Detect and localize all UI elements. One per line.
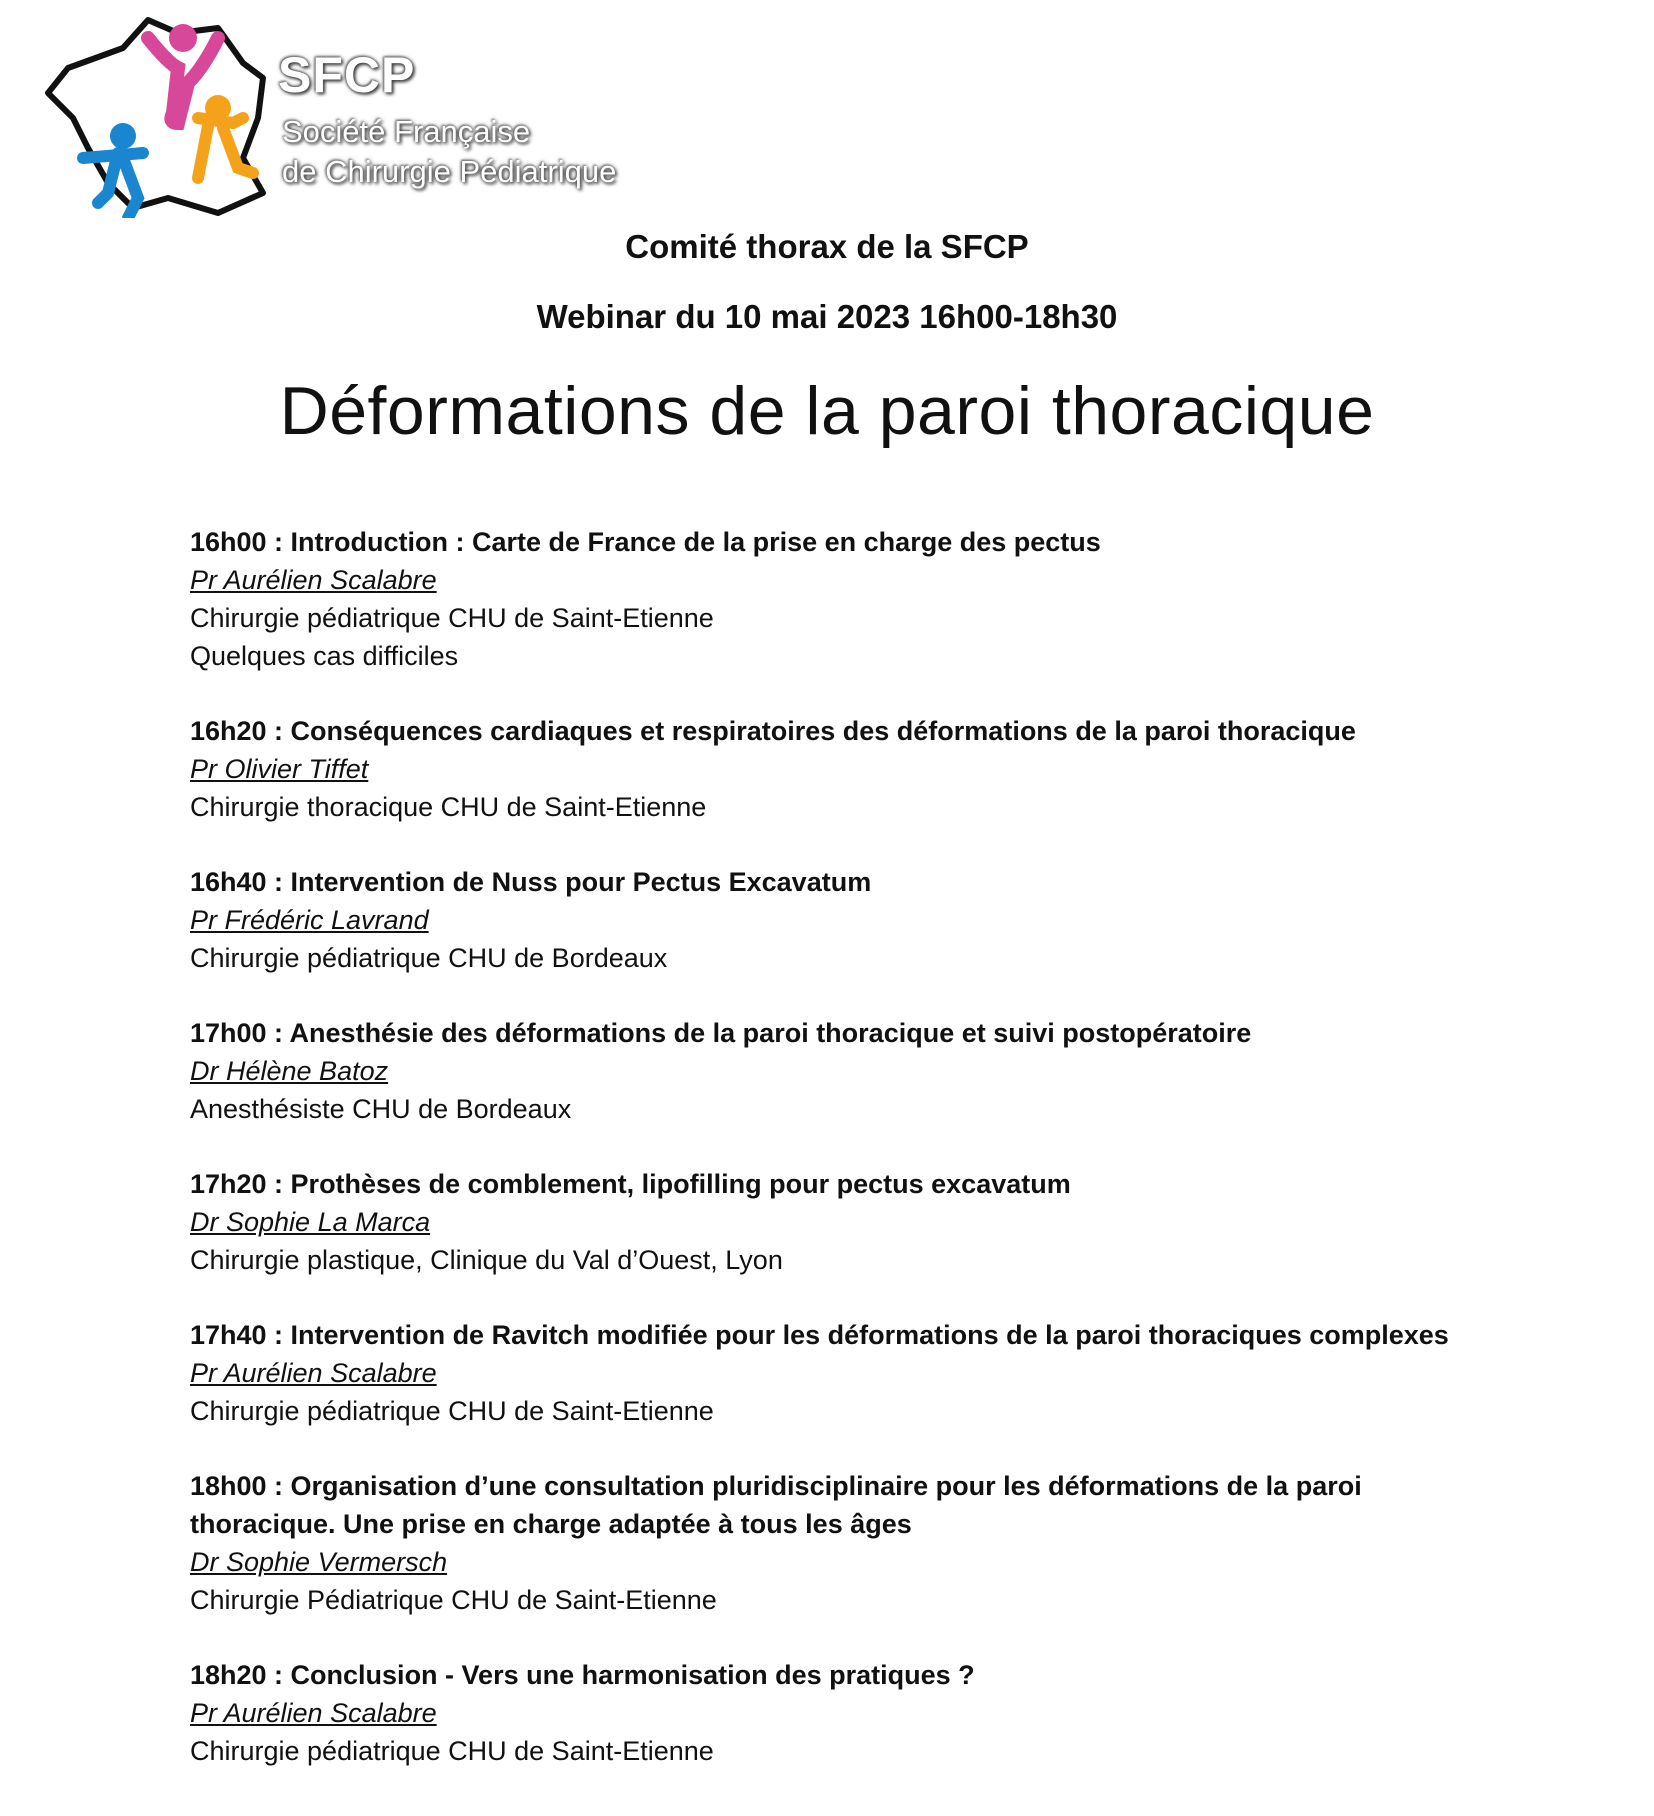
logo-abbreviation: SFCP (278, 47, 416, 103)
program-session (190, 1656, 1610, 1770)
session-affiliation: Chirurgie pédiatrique CHU de Saint-Etienne (190, 1736, 714, 1766)
session-affiliation: Chirurgie Pédiatrique CHU de Saint-Etienne (190, 1585, 717, 1615)
session-title: 17h00 : Anesthésie des déformations de la paroi thoracique et suivi postopératoire (190, 1018, 1252, 1048)
session-title: 16h40 : Intervention de Nuss pour Pectus Excavatum (190, 867, 872, 897)
page-title: Déformations de la paroi thoracique (279, 373, 1375, 449)
session-speaker: Pr Aurélien Scalabre (190, 565, 437, 595)
session-title: 18h00 : Organisation d’une consultation pluridisciplinaire pour les déformations de la paroi thoracique. Une prise en charge adaptée à tous les âges (190, 1471, 1362, 1539)
program-session (190, 712, 1610, 826)
session-affiliation: Chirurgie pédiatrique CHU de Saint-Etienne (190, 1396, 714, 1426)
session-speaker: Pr Aurélien Scalabre (190, 1358, 437, 1388)
session-title: 16h00 : Introduction : Carte de France de la prise en charge des pectus (190, 527, 1101, 557)
session-note: Quelques cas difficiles (190, 641, 459, 671)
committee-heading: Comité thorax de la SFCP (625, 228, 1029, 265)
session-speaker: Dr Sophie Vermersch (190, 1547, 448, 1577)
session-affiliation: Chirurgie pédiatrique CHU de Bordeaux (190, 943, 668, 973)
session-affiliation: Chirurgie thoracique CHU de Saint-Etienne (190, 792, 707, 822)
session-affiliation: Chirurgie pédiatrique CHU de Saint-Etienne (190, 603, 714, 633)
program-session (190, 1316, 1610, 1430)
program-session (190, 1014, 1610, 1128)
session-speaker: Pr Olivier Tiffet (190, 754, 369, 784)
program-session (190, 1165, 1610, 1279)
session-speaker: Pr Frédéric Lavrand (190, 905, 429, 935)
session-affiliation: Chirurgie plastique, Clinique du Val d’Ouest, Lyon (190, 1245, 783, 1275)
program-list (190, 523, 1610, 1807)
session-title: 16h20 : Conséquences cardiaques et respiratoires des déformations de la paroi thoracique (190, 716, 1356, 746)
session-affiliation: Anesthésiste CHU de Bordeaux (190, 1094, 572, 1124)
session-title: 18h20 : Conclusion - Vers une harmonisation des pratiques ? (190, 1660, 975, 1690)
session-title: 17h20 : Prothèses de comblement, lipofilling pour pectus excavatum (190, 1169, 1071, 1199)
logo-name-line-1: Société Française (282, 114, 531, 149)
program-session (190, 523, 1610, 675)
session-speaker: Pr Aurélien Scalabre (190, 1698, 437, 1728)
logo-name-line-2: de Chirurgie Pédiatrique (282, 154, 617, 189)
program-session (190, 863, 1610, 977)
webinar-date-heading: Webinar du 10 mai 2023 16h00-18h30 (536, 298, 1118, 335)
session-title: 17h40 : Intervention de Ravitch modifiée pour les déformations de la paroi thoraciques complexes (190, 1320, 1449, 1350)
session-speaker: Dr Sophie La Marca (190, 1207, 431, 1237)
session-speaker: Dr Hélène Batoz (190, 1056, 389, 1086)
sfcp-logo (28, 8, 628, 218)
program-session (190, 1467, 1610, 1619)
